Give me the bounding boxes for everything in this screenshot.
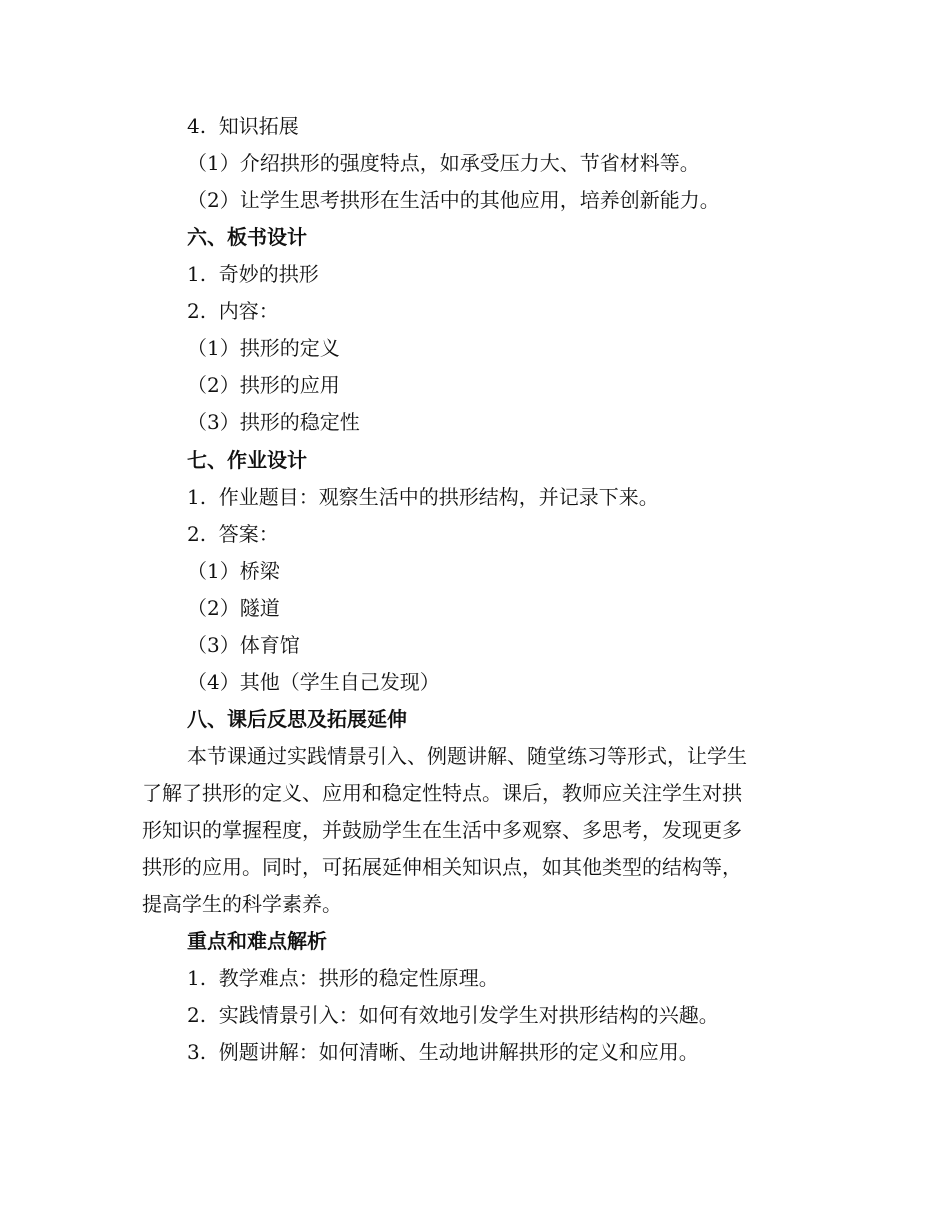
reflection-line-1: 本节课通过实践情景引入、例题讲解、随堂练习等形式，让学生 — [187, 744, 747, 768]
homework-line-2: 2. 答案： — [187, 522, 279, 546]
reflection-line-2: 了解了拱形的定义、应用和稳定性特点。课后，教师应关注学生对拱 — [142, 781, 742, 805]
homework-answer-4: （4）其他（学生自己发现） — [187, 670, 440, 694]
board-design-line-1: 1. 奇妙的拱形 — [187, 262, 319, 286]
board-design-heading: 六、板书设计 — [187, 225, 307, 249]
homework-answer-2: （2）隧道 — [187, 596, 280, 620]
board-design-item-1: （1）拱形的定义 — [187, 336, 340, 360]
keypoints-item-3: 3. 例题讲解：如何清晰、生动地讲解拱形的定义和应用。 — [187, 1040, 699, 1064]
reflection-heading: 八、课后反思及拓展延伸 — [187, 707, 407, 731]
board-design-item-2: （2）拱形的应用 — [187, 373, 340, 397]
section-4-title: 4. 知识拓展 — [187, 114, 299, 138]
section-4-item-1: （1）介绍拱形的强度特点，如承受压力大、节省材料等。 — [187, 151, 700, 175]
reflection-line-5: 提高学生的科学素养。 — [142, 892, 342, 916]
reflection-line-3: 形知识的掌握程度，并鼓励学生在生活中多观察、多思考，发现更多 — [142, 818, 742, 842]
keypoints-item-2: 2. 实践情景引入：如何有效地引发学生对拱形结构的兴趣。 — [187, 1003, 719, 1027]
keypoints-item-1: 1. 教学难点：拱形的稳定性原理。 — [187, 966, 499, 990]
homework-line-1: 1. 作业题目：观察生活中的拱形结构，并记录下来。 — [187, 485, 659, 509]
board-design-item-3: （3）拱形的稳定性 — [187, 410, 360, 434]
reflection-paragraph — [142, 738, 807, 923]
homework-answer-1: （1）桥梁 — [187, 559, 280, 583]
keypoints-heading: 重点和难点解析 — [187, 929, 327, 953]
homework-answer-3: （3）体育馆 — [187, 633, 300, 657]
reflection-line-4: 拱形的应用。同时，可拓展延伸相关知识点，如其他类型的结构等， — [142, 855, 742, 879]
section-4-item-2: （2）让学生思考拱形在生活中的其他应用，培养创新能力。 — [187, 188, 720, 212]
board-design-line-2: 2. 内容： — [187, 299, 279, 323]
homework-heading: 七、作业设计 — [187, 448, 307, 472]
